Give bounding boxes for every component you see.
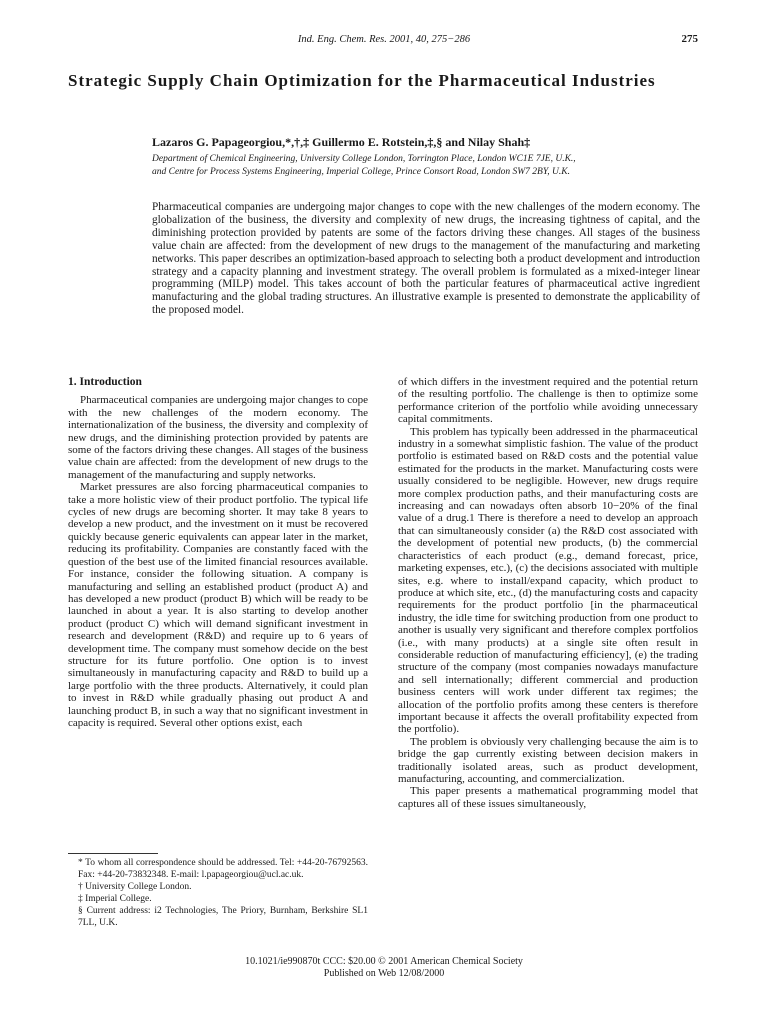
page-number: 275 bbox=[681, 33, 698, 45]
left-column bbox=[68, 376, 368, 729]
journal-citation: Ind. Eng. Chem. Res. 2001, 40, 275−286 bbox=[297, 34, 471, 45]
footnote-divider bbox=[68, 853, 158, 854]
publication-info bbox=[0, 956, 768, 980]
affiliation-line-1: Department of Chemical Engineering, University College London, Torrington Place, London WC1E 7JE, U.K., bbox=[152, 154, 576, 164]
paragraph: Market pressures are also forcing pharmaceutical companies to take a more holistic view of their product portfolio. The typical life cycles of new drugs are becoming shorter. It may take 8 years to develop a new product, and the investment on it must be recovered quickly because generic equivalents can appear later in the market, reducing its profitability. Companies are constantly faced with the question of the best use of the limited financial resources available. For instance, consider the following situation. A company is manufacturing and selling an established product (product A) and has developed a new product (product B) which will be ready to be launched in about a year. It is also starting to develop another product (product C) which will demand significant investment in research and development (R&D) and require up to 6 years of development time. The company must somehow decide on the best structure for its future portfolio. One option is to invest simultaneously in manufacturing capacity and R&D to build up a large portfolio with the three products. Alternatively, it could plan to invest in R&D while gradually phasing out product A and launching product B, in such a way that no significant investment in capacity is required. Several other options exist, each bbox=[68, 481, 368, 729]
doi-line: 10.1021/ie990870t CCC: $20.00 © 2001 American Chemical Society bbox=[245, 956, 523, 967]
footnote-imperial: ‡ Imperial College. bbox=[78, 894, 152, 904]
paragraph: The problem is obviously very challenging because the aim is to bridge the gap currently existing between decision makers in traditionally isolated areas, such as product development, manufacturing, accounting, and commercialization. bbox=[398, 735, 698, 785]
footnote-correspondence: * To whom all correspondence should be addressed. Tel: +44-20-76792563. Fax: +44-20-73832348. E-mail: l.papageorgiou@ucl.ac.uk. bbox=[78, 858, 368, 880]
right-column bbox=[398, 376, 698, 810]
paragraph: of which differs in the investment required and the potential return of the resulting portfolio. The challenge is then to optimize some performance criterion of the portfolio while avoiding unnecessary capital commitments. bbox=[398, 376, 698, 426]
affiliation-line-2: and Centre for Process Systems Engineering, Imperial College, Prince Consort Road, London SW7 2BY, U.K. bbox=[152, 167, 570, 177]
paragraph: Pharmaceutical companies are undergoing major changes to cope with the new challenges of the modern economy. The internationalization of the business, the diversity and complexity of new drugs, and the diminishing protection provided by patents are some of the factors driving these changes. All stages of the business value chain are affected: from the development of new drugs to the management of the manufacturing and supply networks. bbox=[68, 394, 368, 481]
section-heading-introduction: 1. Introduction bbox=[68, 376, 142, 388]
published-date: Published on Web 12/08/2000 bbox=[323, 968, 445, 979]
affiliation bbox=[152, 153, 712, 179]
footnotes bbox=[68, 857, 368, 929]
abstract: Pharmaceutical companies are undergoing major changes to cope with the new challenges of the modern economy. The globalization of the business, the diversity and complexity of new drugs, the increasing tightness of capital, and the diminishing protection provided by patents are some of the factors driving these changes. All stages of the business value chain are affected: from the development of new drugs to the management of the manufacturing and marketing networks. This paper describes an optimization-based approach to selecting both a product development and introduction strategy and a capacity planning and investment strategy. The overall problem is formulated as a mixed-integer linear programming (MILP) model. This takes account of both the particular features of pharmaceutical active ingredient manufacturing and the global trading structures. An illustrative example is presented to demonstrate the applicability of the proposed model. bbox=[152, 201, 700, 317]
paper-title: Strategic Supply Chain Optimization for the Pharmaceutical Industries bbox=[68, 71, 656, 90]
author-list: Lazaros G. Papageorgiou,*,†,‡ Guillermo E. Rotstein,‡,§ and Nilay Shah‡ bbox=[152, 135, 531, 149]
footnote-ucl: † University College London. bbox=[78, 882, 192, 892]
footnote-current-address: § Current address: i2 Technologies, The Priory, Burnham, Berkshire SL1 7LL, U.K. bbox=[78, 906, 368, 928]
paragraph: This paper presents a mathematical programming model that captures all of these issues simultaneously, bbox=[398, 785, 698, 810]
paragraph: This problem has typically been addressed in the pharmaceutical industry in a somewhat simplistic fashion. The value of the product portfolio is estimated based on R&D costs and the potential value estimated for the products in the market. Manufacturing costs were usually considered to be negligible. However, new drugs require more complex production paths, and their manufacturing costs are increasing and can nowadays often absorb 10−20% of the final value of a drug.1 There is therefore a need to develop an approach that can simultaneously consider (a) the R&D cost associated with the development of potential new products, (b) the commercial characteristics of each product (e.g., demand forecast, price, marketing expenses, etc.), (c) the decisions associated with multiple sites, e.g. where to install/expand capacity, which product to produce at which site, etc., (d) the manufacturing costs and capacity requirements for the product portfolio [in the pharmaceutical industry, the idle time for switching production from one product to another is usually very significant and therefore complex portfolios (i.e., with many products) at a single site often result in considerable reduction of manufacturing efficiency], (e) the trading structure of the company (most companies nowadays manufacture and sell internationally; different commercial and production business centers will work under different tax regimes; the allocation of the portfolio profits among these centers is therefore important because it affects the overall profitability expected from the portfolio). bbox=[398, 425, 698, 736]
